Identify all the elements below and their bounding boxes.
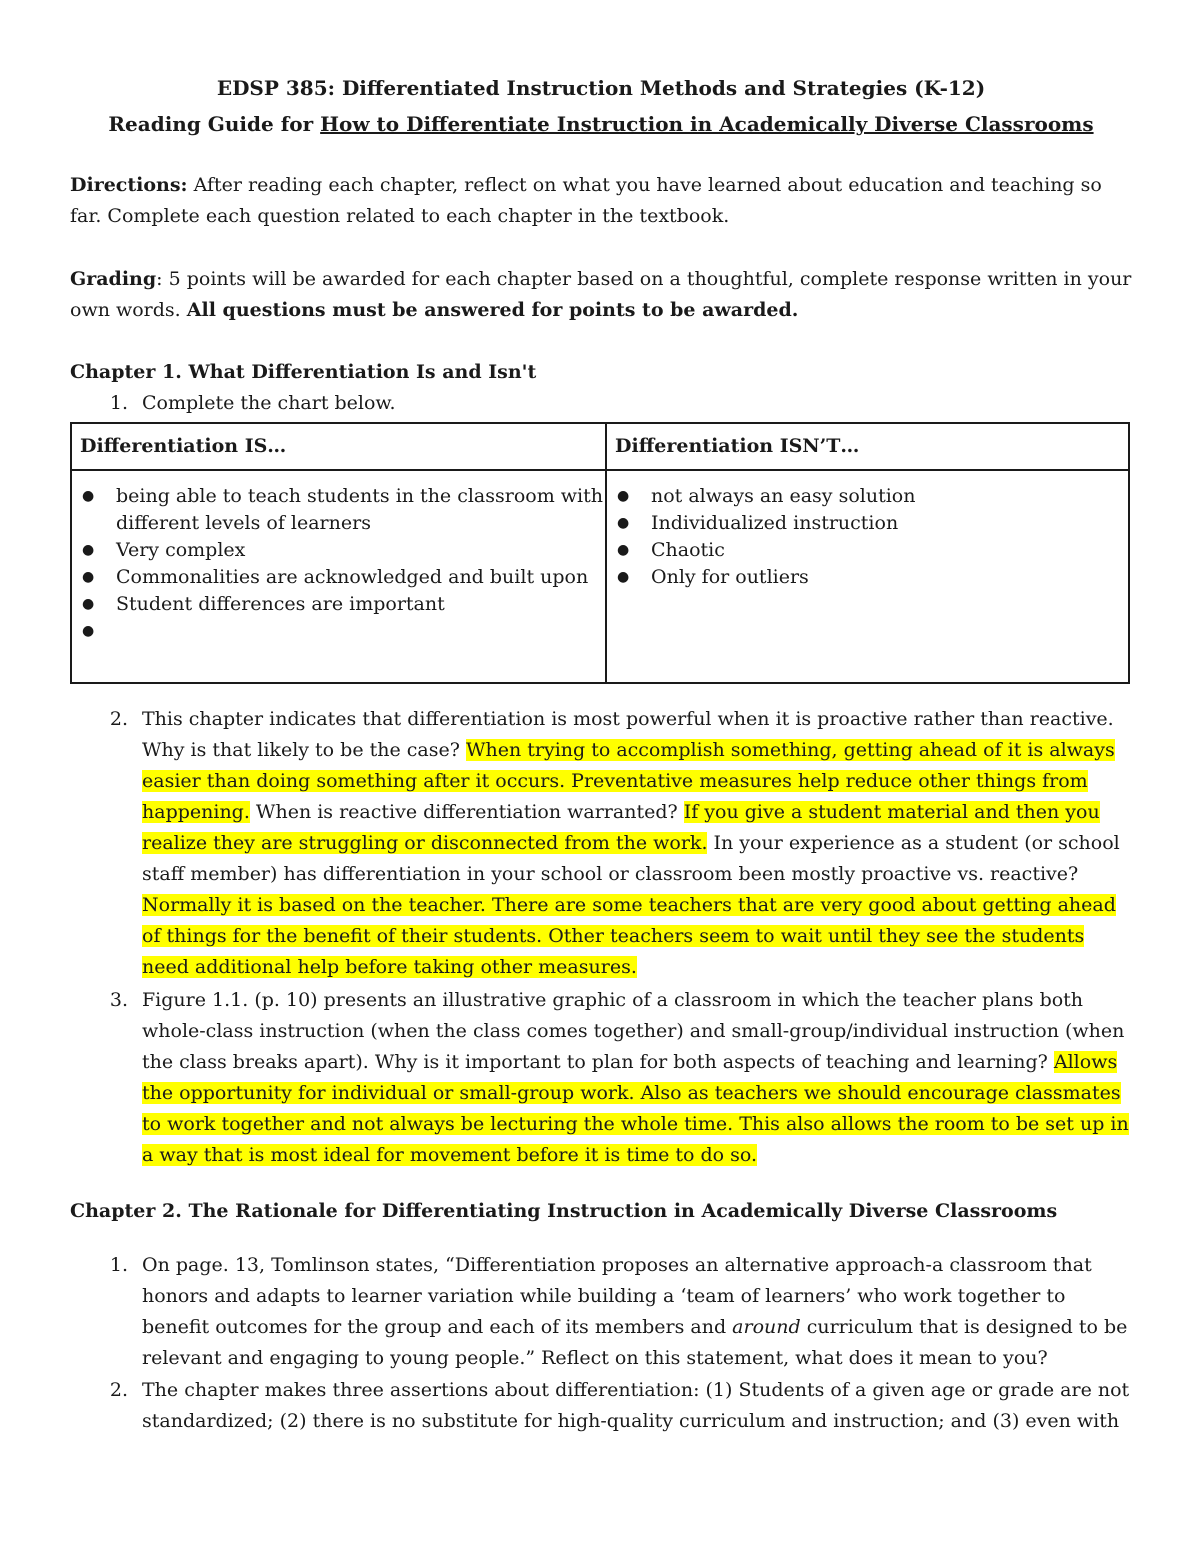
ch2-q1-number: 1. [109,1254,128,1276]
chart-cell-isnt [606,470,1129,683]
answer-highlight: Allows the opportunity for individual or small-group work. Also as teachers we should encourage classmates to work together and not always be lecturing the whole time. This also allows the room to be set up in a way that is most ideal for movement before it is time to do so. [142,1051,1129,1166]
ch1-q1-text: Complete the chart below. [142,392,396,414]
answer-highlight: When trying to accomplish something, getting ahead of it is always easier than doing something after it occurs. Preventative measures help reduce other things from happening. [142,739,1115,823]
bullet-icon: ● [82,488,95,504]
ch1-q2-number: 2. [109,708,128,730]
chapter2-heading: Chapter 2. The Rationale for Differentiating Instruction in Academically Diverse Classrooms [70,1200,1058,1222]
ch1-q1-number: 1. [109,392,128,414]
ch1-q3-number: 3. [109,989,128,1011]
directions-text: After reading each chapter, reflect on what you have learned about education and teaching so far. Complete each question related to each chapter in the textbook. [70,174,1102,227]
ch2-q2-text: The chapter makes three assertions about differentiation: (1) Students of a given age or grade are not standardized; (2) there is no substitute for high-quality curriculum and instruction; and (3) even with [142,1379,1130,1432]
differentiation-chart [70,422,1130,684]
answer-highlight: Normally it is based on the teacher. There are some teachers that are very good about getting ahead of things for the benefit of their students. Other teachers seem to wait until they see the students need additional help before taking other measures. [142,894,1116,978]
isnt-item: ● Chaotic [651,537,1128,564]
is-item: ● Very complex [116,537,605,564]
bullet-icon: ● [82,596,95,612]
directions-paragraph [70,170,1132,232]
grading-label: Grading [70,268,157,290]
ch1-q3-text: Figure 1.1. (p. 10) presents an illustrative graphic of a classroom in which the teacher plans both whole-class instruction (when the class comes together) and small-group/individual instruction (when the class breaks apart). Why is it important to plan for both aspects of teaching and learning? Allows the opportunity for individual or small-group work. Also as teachers we should encourage classmates to work together and not always be lecturing the whole time. This also allows the room to be set up in a way that is most ideal for movement before it is time to do so. [142,989,1129,1166]
bullet-icon: ● [82,542,95,558]
is-item-empty [82,618,605,645]
chart-cell-is [71,470,606,683]
answer-highlight: If you give a student material and then you realize they are struggling or disconnected from the work. [142,801,1100,854]
is-item: ● Student differences are important [116,591,605,618]
chapter1-heading: Chapter 1. What Differentiation Is and Isn't [70,361,537,383]
reading-guide-title [70,106,1132,142]
bullet-icon: ● [617,515,630,531]
chart-header-is: Differentiation IS… [71,423,606,470]
ch1-q2-text: This chapter indicates that differentiation is most powerful when it is proactive rather than reactive. Why is that likely to be the case? When trying to accomplish something, getting ahead of it is always easier than doing something after it occurs. Preventative measures help reduce other things from happening. When is reactive differentiation warranted? If you give a student material and then you realize they are struggling or disconnected from the work. In your experience as a student (or school staff member) has differentiation in your school or classroom been mostly proactive vs. reactive? Normally it is based on the teacher. There are some teachers that are very good about getting ahead of things for the benefit of their students. Other teachers seem to wait until they see the students need additional help before taking other measures. [142,708,1120,978]
is-item: ● being able to teach students in the classroom with different levels of learners [82,485,603,534]
ch2-q2-number: 2. [109,1379,128,1401]
is-item: ● Commonalities are acknowledged and built upon [116,564,605,591]
directions-label: Directions: [70,174,188,196]
isnt-item: ● not always an easy solution [651,483,1128,510]
bullet-icon: ● [617,542,630,558]
emphasis-around: around [732,1316,801,1338]
bullet-icon: ● [82,569,95,585]
isnt-list [607,483,1128,591]
bullet-icon: ● [82,623,95,639]
bullet-icon: ● [617,488,630,504]
course-title: EDSP 385: Differentiated Instruction Methods and Strategies (K-12) [216,76,986,100]
bullet-icon: ● [617,569,630,585]
chart-header-isnt: Differentiation ISN’T… [606,423,1129,470]
reading-guide-prefix: Reading Guide for [108,112,321,136]
grading-requirement: All questions must be answered for points to be awarded. [186,299,799,321]
isnt-item: ● Only for outliers [651,564,1128,591]
grading-text: : 5 points will be awarded for each chapter based on a thoughtful, complete response written in your own words. [70,268,1132,321]
book-title: How to Differentiate Instruction in Academically Diverse Classrooms [320,112,1094,136]
ch2-q1-text: On page. 13, Tomlinson states, “Differentiation proposes an alternative approach-a classroom that honors and adapts to learner variation while building a ‘team of learners’ who work together to benefit outcomes for the group and each of its members and around curriculum that is designed to be relevant and engaging to young people.” Reflect on this statement, what does it mean to you? [142,1254,1128,1369]
is-list [72,483,605,645]
grading-paragraph [70,264,1132,326]
isnt-item: ● Individualized instruction [651,510,1128,537]
